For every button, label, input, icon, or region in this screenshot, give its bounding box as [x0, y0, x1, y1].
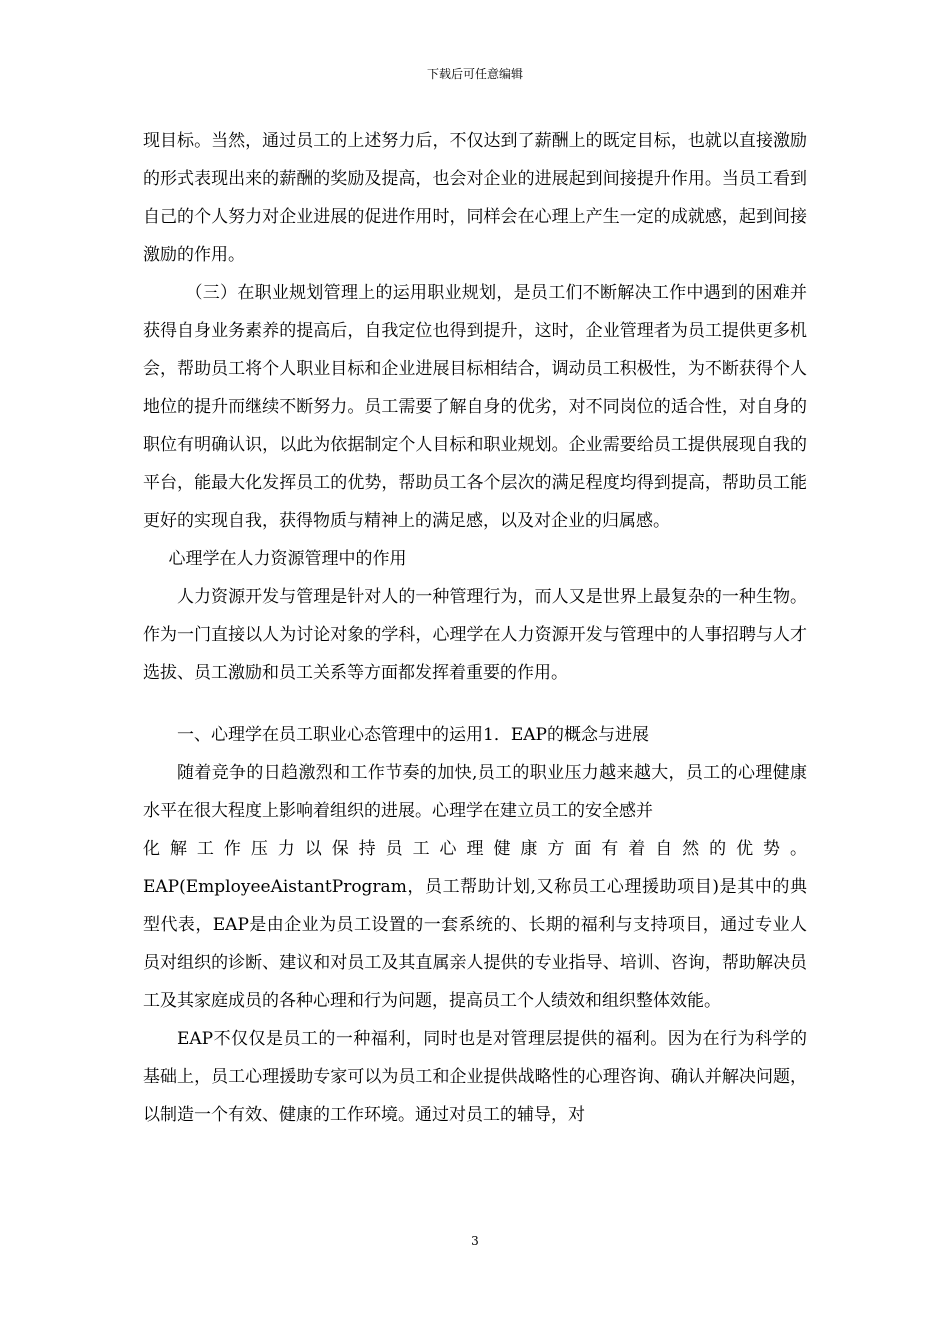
- document-body: [143, 122, 807, 1134]
- paragraph-gap: [143, 692, 807, 716]
- page-header-note: 下载后可任意编辑: [426, 67, 523, 81]
- paragraph-continuation: 现目标。当然，通过员工的上述努力后，不仅达到了薪酬上的既定目标，也就以直接激励的形式表现出来的薪酬的奖励及提高，也会对企业的进展起到间接提升作用。当员工看到自己的个人努力对企业进展的促进作用时，同样会在心理上产生一定的成就感，起到间接激励的作用。: [143, 131, 807, 265]
- paragraph-eap-definition: EAP(EmployeeAistantProgram，员工帮助计划,又称员工心理援助项目)是其中的典型代表，EAP是由企业为员工设置的一套系统的、长期的福利与支持项目，通过专业人员对组织的诊断、建议和对员工及其直属亲人提供的专业指导、培训、咨询，帮助解决员工及其家庭成员的各种心理和行为问题，提高员工个人绩效和组织整体效能。: [143, 877, 807, 1011]
- paragraph-hr-development: 人力资源开发与管理是针对人的一种管理行为，而人又是世界上最复杂的一种生物。作为一门直接以人为讨论对象的学科，心理学在人力资源开发与管理中的人事招聘与人才选拔、员工激励和员工关系等方面都发挥着重要的作用。: [143, 587, 807, 683]
- section-heading-eap: 一、心理学在员工职业心态管理中的运用1．EAP的概念与进展: [177, 725, 649, 745]
- paragraph-eap-welfare: EAP不仅仅是员工的一种福利，同时也是对管理层提供的福利。因为在行为科学的基础上，员工心理援助专家可以为员工和企业提供战略性的心理咨询、确认并解决问题，以制造一个有效、健康的工作环境。通过对员工的辅导，对: [143, 1029, 807, 1125]
- paragraph-competition: 随着竞争的日趋激烈和工作节奏的加快,员工的职业压力越来越大，员工的心理健康水平在很大程度上影响着组织的进展。心理学在建立员工的安全感并: [143, 763, 807, 821]
- section-heading-psychology-role: 心理学在人力资源管理中的作用: [168, 549, 407, 569]
- paragraph-competition-spread-line: 化解工作压力以保持员工心理健康方面有着自然的优势。: [143, 839, 807, 859]
- page-number: 3: [471, 1234, 479, 1248]
- paragraph-career-planning: （三）在职业规划管理上的运用职业规划，是员工们不断解决工作中遇到的困难并获得自身业务素养的提高后，自我定位也得到提升，这时，企业管理者为员工提供更多机会，帮助员工将个人职业目标和企业进展目标相结合，调动员工积极性，为不断获得个人地位的提升而继续不断努力。员工需要了解自身的优劣，对不同岗位的适合性，对自身的职位有明确认识，以此为依据制定个人目标和职业规划。企业需要给员工提供展现自我的平台，能最大化发挥员工的优势，帮助员工各个层次的满足程度均得到提高，帮助员工能更好的实现自我，获得物质与精神上的满足感，以及对企业的归属感。: [143, 283, 807, 531]
